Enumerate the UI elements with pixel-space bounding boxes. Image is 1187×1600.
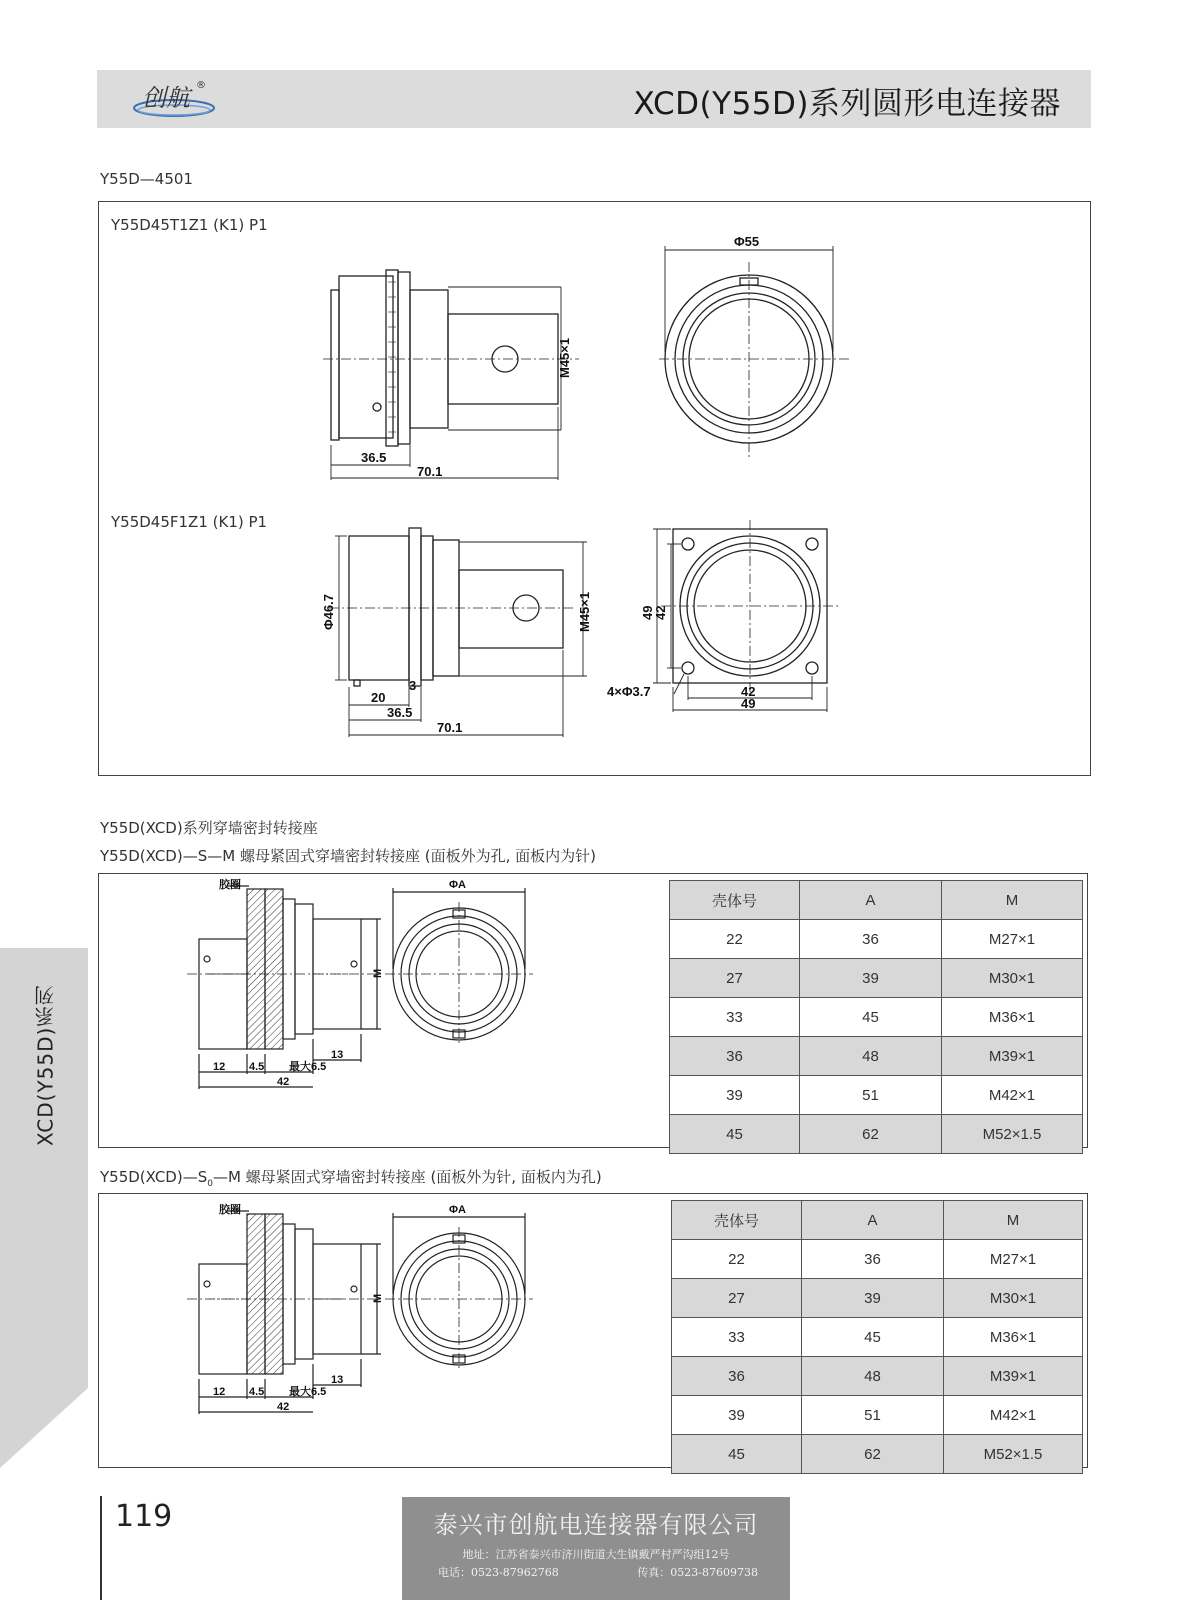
feedthrough-drawing-s: [99, 874, 669, 1146]
label-gasket: 胶圈: [219, 1204, 241, 1216]
dim-20: 20: [371, 690, 386, 705]
table-row: 33 45 M36×1: [670, 998, 1083, 1037]
dim-m45-2: M45×1: [577, 591, 592, 632]
col-a: A: [802, 1201, 944, 1240]
drawing-frame-1: [98, 201, 1091, 776]
label-gasket: 胶圈: [219, 879, 241, 891]
company-fax: 传真：0523-87609738: [637, 1566, 758, 1579]
side-tab-label: XCD(Y55D)系列: [33, 984, 58, 1146]
table-row: 45 62 M52×1.5: [672, 1435, 1083, 1474]
dim-49-h: 49: [741, 696, 756, 711]
drawing-frame-3: [98, 1193, 1088, 1468]
dim-49-v: 49: [640, 605, 655, 620]
dim-42-v: 42: [653, 605, 668, 620]
registered-mark: ®: [196, 80, 206, 91]
label-m: M: [372, 1293, 384, 1303]
dim-70-1-b: 70.1: [437, 720, 463, 735]
col-m: M: [942, 881, 1083, 920]
label-phi-a: ΦA: [449, 1204, 466, 1216]
dim-phi46-7: Φ46.7: [321, 594, 336, 630]
col-shell: 壳体号: [670, 881, 800, 920]
dim-42-h: 42: [741, 684, 756, 699]
dim-36-5-b: 36.5: [387, 705, 413, 720]
company-footer: [402, 1497, 790, 1600]
company-phone: 电话：0523-87962768: [438, 1566, 559, 1579]
model-t1z1: Y55D45T1Z1 (K1) P1: [111, 216, 268, 234]
drawing-frame-2: [98, 873, 1088, 1148]
model-f1z1: Y55D45F1Z1 (K1) P1: [111, 513, 268, 531]
col-shell: 壳体号: [672, 1201, 802, 1240]
section2-title: Y55D(XCD)系列穿墙密封转接座: [100, 819, 318, 837]
page-number: 119: [115, 1499, 173, 1534]
dim-70-1-a: 70.1: [417, 464, 443, 479]
table-row: 22 36 M27×1: [670, 920, 1083, 959]
label-phi-a: ΦA: [449, 879, 466, 891]
dim-12: 12: [213, 1061, 226, 1073]
logo-text: 创航: [142, 84, 190, 112]
dim-max-6-5: 最大6.5: [289, 1061, 327, 1073]
table-row: 45 62 M52×1.5: [670, 1115, 1083, 1154]
table-row: 22 36 M27×1: [672, 1240, 1083, 1279]
dim-m45-1: M45×1: [557, 337, 572, 378]
feedthrough-drawing-s0: [99, 1194, 669, 1466]
dim-max-6-5: 最大6.5: [289, 1386, 327, 1398]
table-row: 36 48 M39×1: [672, 1357, 1083, 1396]
label-m: M: [372, 968, 384, 978]
company-address: 地址：江苏省泰兴市济川街道大生镇戴严村严沟组12号: [462, 1548, 730, 1561]
spec-table-s0: [671, 1200, 1083, 1474]
dim-13: 13: [331, 1049, 344, 1061]
dim-12: 12: [213, 1386, 226, 1398]
spec-table-s: [669, 880, 1083, 1154]
col-m: M: [944, 1201, 1083, 1240]
section2-subtitle: Y55D(XCD)—S—M 螺母紧固式穿墙密封转接座 (面板外为孔, 面板内为针): [100, 847, 596, 865]
table-row: 33 45 M36×1: [672, 1318, 1083, 1357]
dim-13: 13: [331, 1374, 344, 1386]
section3-subtitle: $Y55D(XCD)—S_0—M$ 螺母紧固式穿墙密封转接座 (面板外为针, 面板内为孔): [100, 1168, 602, 1189]
dim-4-5: 4.5: [249, 1061, 265, 1073]
dim-4-5: 4.5: [249, 1386, 265, 1398]
dim-42: 42: [277, 1076, 290, 1088]
company-name: 泰兴市创航电连接器有限公司: [433, 1511, 759, 1539]
section1-label: Y55D—4501: [100, 170, 193, 188]
dim-phi55: Φ55: [734, 234, 760, 249]
page-header: [97, 70, 1091, 128]
dim-42: 42: [277, 1401, 290, 1413]
dim-holes: 4×Φ3.7: [607, 684, 651, 699]
table-row: 36 48 M39×1: [670, 1037, 1083, 1076]
table-row: 39 51 M42×1: [670, 1076, 1083, 1115]
col-a: A: [800, 881, 942, 920]
dim-3: 3: [409, 678, 417, 693]
connector-drawings-1: [99, 202, 1089, 774]
dim-36-5-a: 36.5: [361, 450, 387, 465]
catalog-title: XCD(Y55D)系列圆形电连接器: [633, 86, 1061, 122]
table-row: 27 39 M30×1: [672, 1279, 1083, 1318]
table-row: 27 39 M30×1: [670, 959, 1083, 998]
page-divider: [100, 1496, 102, 1600]
table-row: 39 51 M42×1: [672, 1396, 1083, 1435]
company-logo: [130, 76, 220, 122]
